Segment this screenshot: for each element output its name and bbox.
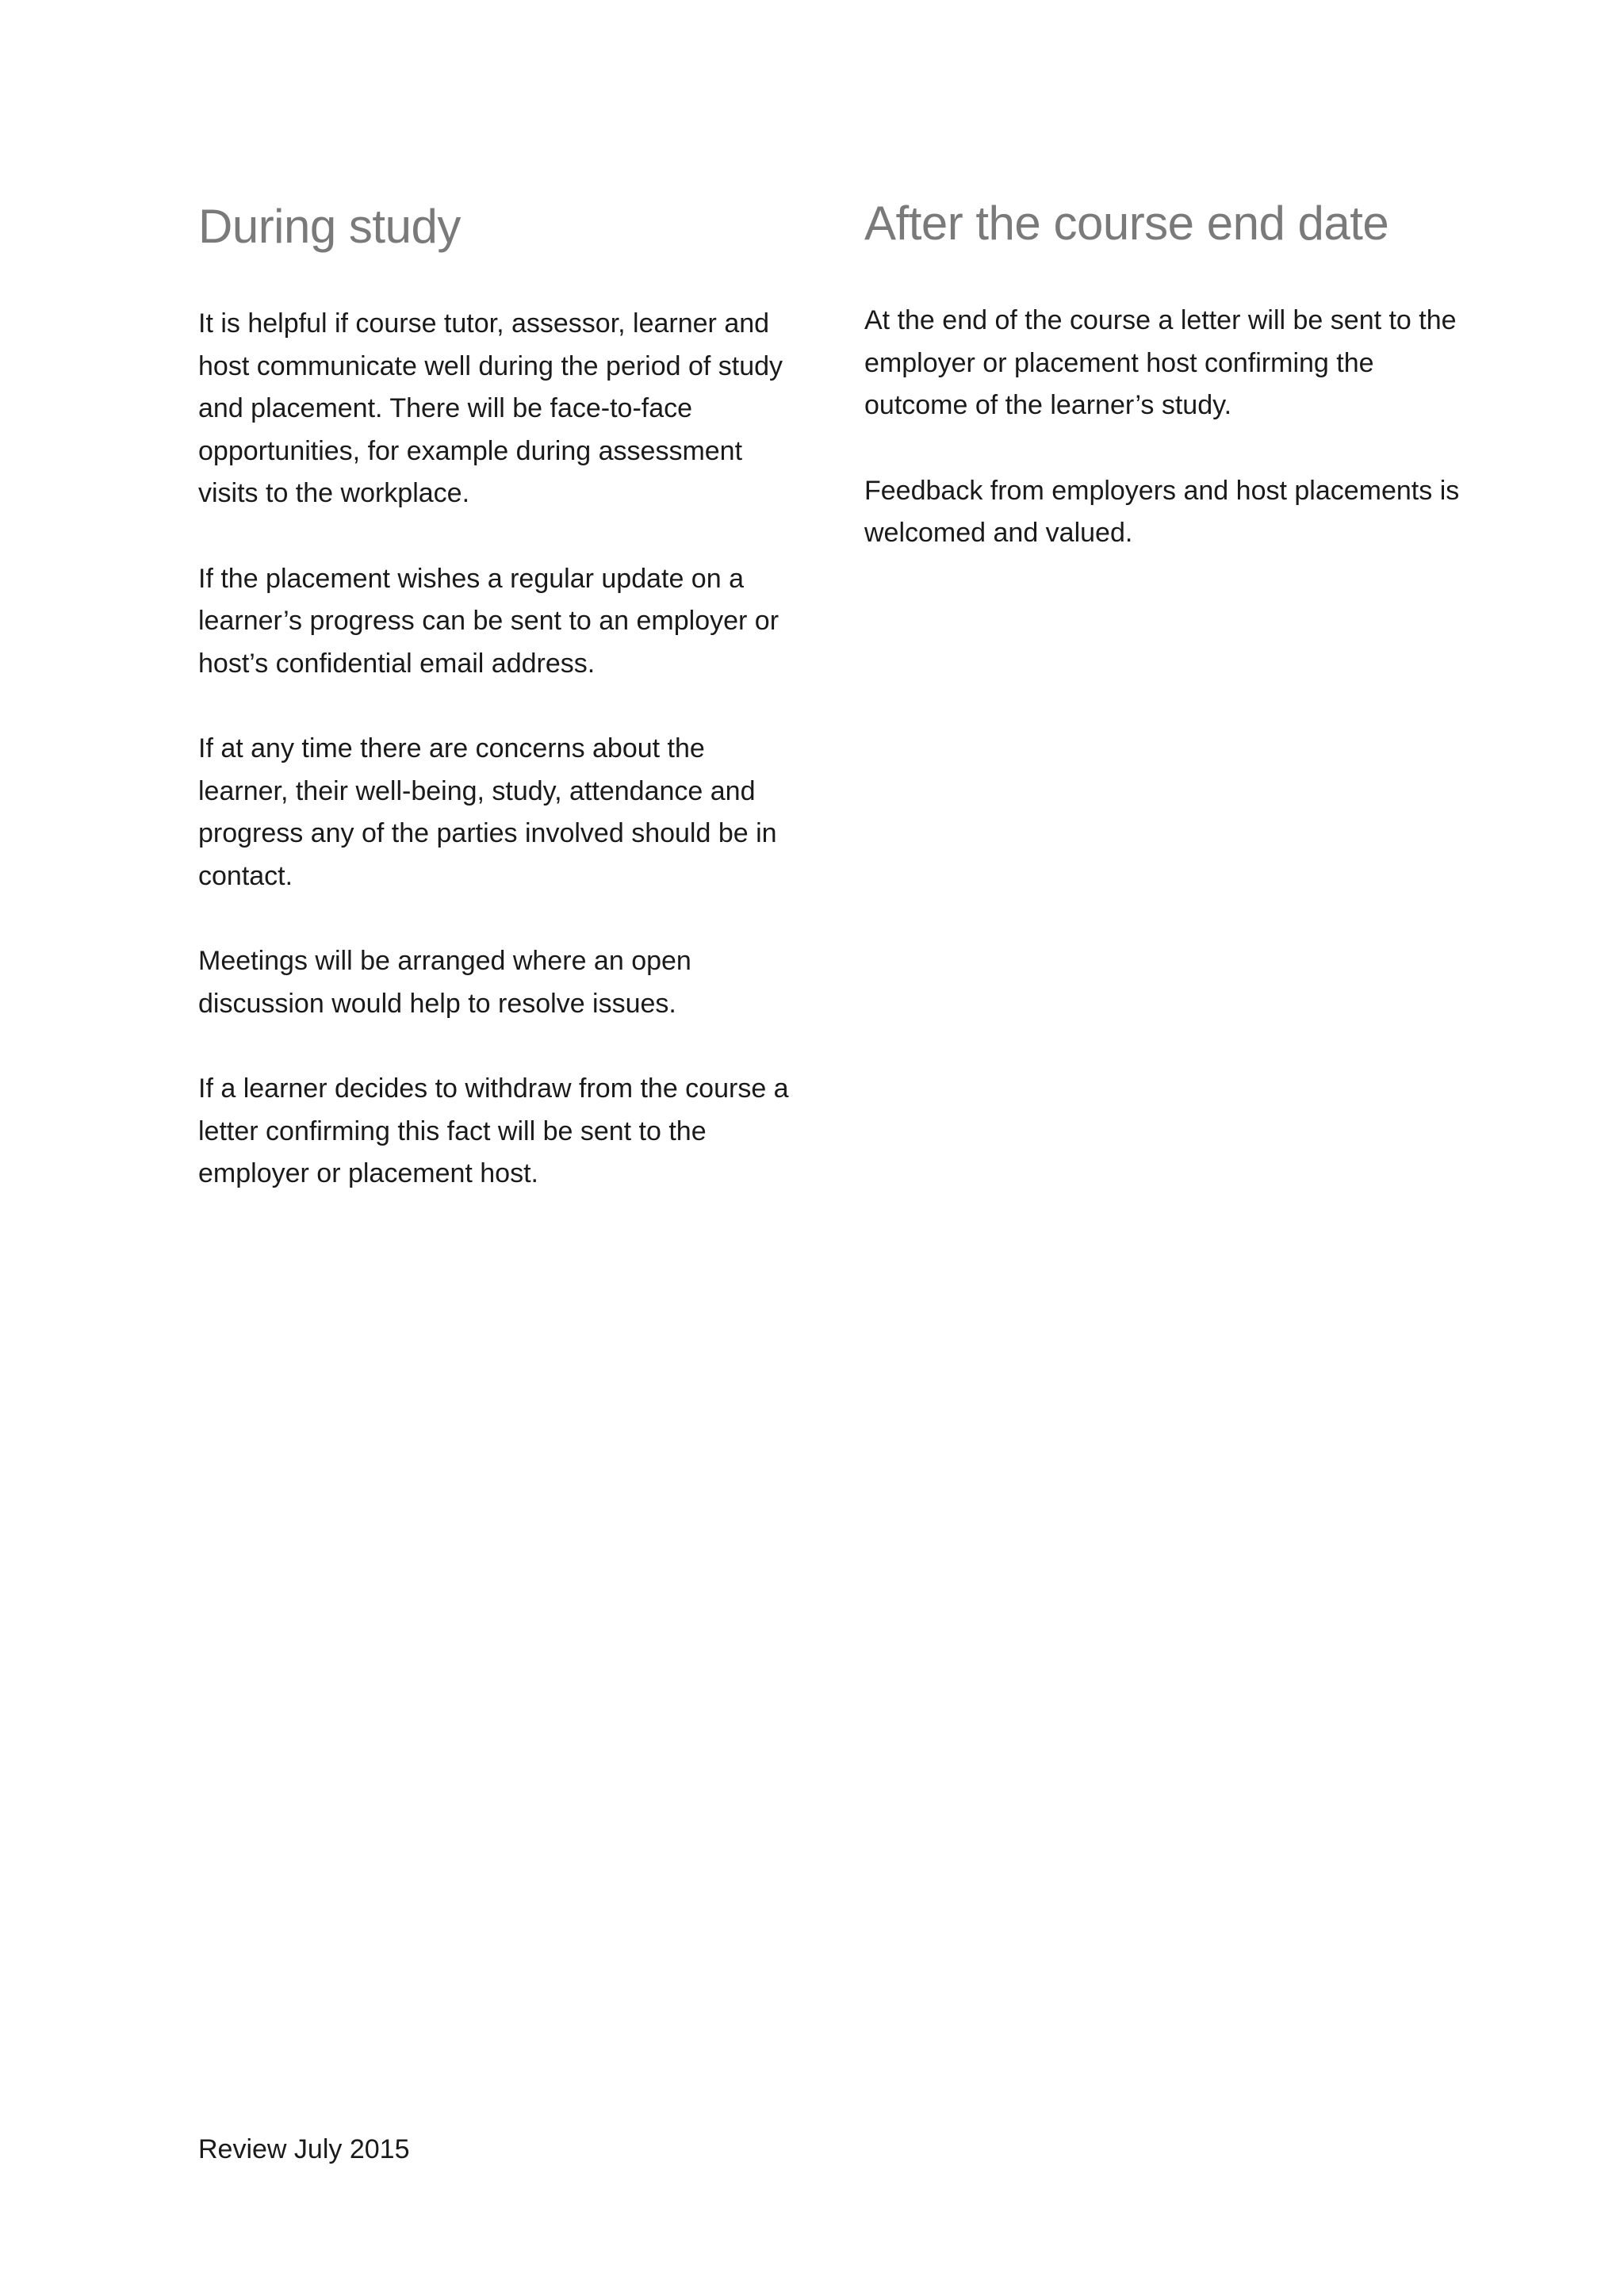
paragraph: It is helpful if course tutor, assessor, learner and host communicate well during the period of study and placement. There will be face-to-face opportunities, for example during assessment visits to the workplace. xyxy=(198,308,783,508)
paragraph: If the placement wishes a regular update on a learner’s progress can be sent to an employer or host’s confidential email address. xyxy=(198,563,779,679)
during-study-section xyxy=(198,198,801,1238)
review-date-footer: Review July 2015 xyxy=(198,2134,410,2164)
paragraph: At the end of the course a letter will be sent to the employer or placement host confirming the outcome of the learner’s study. xyxy=(864,305,1457,420)
paragraph: If a learner decides to withdraw from the course a letter confirming this fact will be sent to the employer or placement host. xyxy=(198,1073,789,1188)
paragraph: Feedback from employers and host placements is welcomed and valued. xyxy=(864,475,1460,548)
section-title-during-study: During study xyxy=(198,200,461,253)
paragraph: If at any time there are concerns about the learner, their well-being, study, attendance and progress any of the parties involved should be in contact. xyxy=(198,733,777,891)
after-course-section xyxy=(864,198,1467,598)
section-title-after-course: After the course end date xyxy=(864,197,1389,250)
paragraph: Meetings will be arranged where an open discussion would help to resolve issues. xyxy=(198,946,691,1019)
